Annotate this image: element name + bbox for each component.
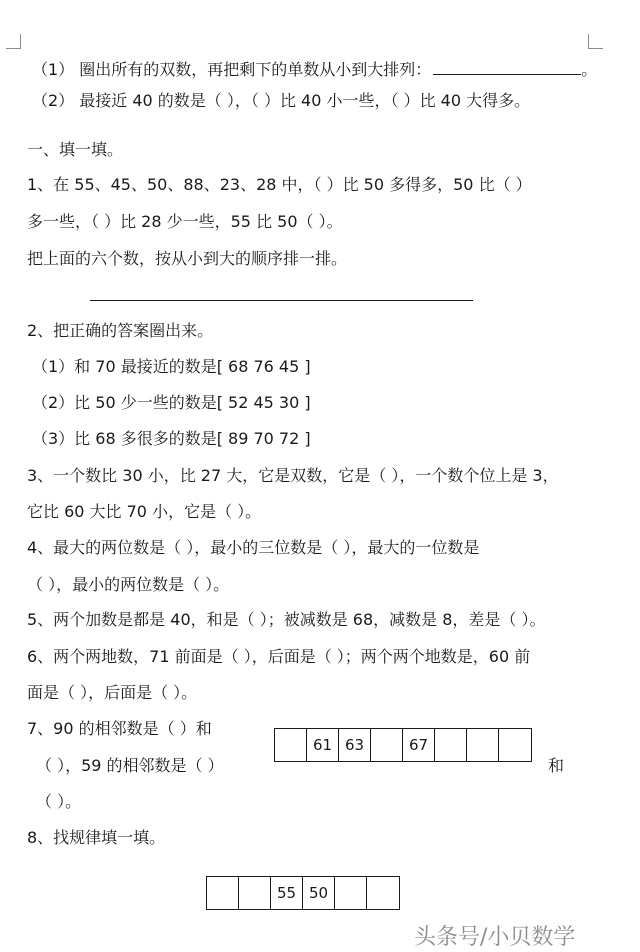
problem-4-line-1: 4、最大的两位数是（ ），最小的三位数是（ ），最大的一位数是 <box>27 538 480 557</box>
problem-6-line-2: 面是（ ），后面是（ ）。 <box>27 683 198 702</box>
grid-cell[interactable] <box>371 729 403 761</box>
grid-cell[interactable] <box>467 729 499 761</box>
problem-7-line-3: （ ）。 <box>36 792 82 811</box>
grid-cell[interactable]: 63 <box>339 729 371 761</box>
problem-1-line-3: 把上面的六个数，按从小到大的顺序排一排。 <box>27 249 348 268</box>
problem-3-line-1: 3、一个数比 30 小，比 27 大，它是双数，它是（ ），一个数个位上是 3， <box>27 466 559 485</box>
section-heading: 一、填一填。 <box>27 140 124 159</box>
question-1-end: 。 <box>581 60 598 79</box>
question-2-line: （2） 最接近 40 的数是（ ），（ ）比 40 小一些，（ ）比 40 大得多。 <box>32 91 531 110</box>
grid-cell[interactable]: 50 <box>303 877 335 909</box>
page-corner-mark-right <box>588 34 603 49</box>
grid-cell[interactable]: 61 <box>307 729 339 761</box>
problem-7-line-1: 7、90 的相邻数是（ ）和 <box>27 719 212 738</box>
grid-cell[interactable] <box>275 729 307 761</box>
problem-6-line-1: 6、两个两地数，71 前面是（ ），后面是（ ）；两个两个地数是，60 前 <box>27 647 531 666</box>
answer-blank[interactable] <box>433 58 581 75</box>
answer-line[interactable] <box>90 300 473 301</box>
problem-1-line-2: 多一些，（ ）比 28 少一些，55 比 50（ ）。 <box>27 212 343 231</box>
number-sequence-grid <box>274 728 532 762</box>
problem-4-line-2: （ ），最小的两位数是（ ）。 <box>27 575 230 594</box>
watermark: 头条号/小贝数学 <box>414 925 576 950</box>
problem-3-line-2: 它比 60 大比 70 小，它是（ ）。 <box>27 502 262 521</box>
question-1-text: （1） 圈出所有的双数，再把剩下的单数从小到大排列： <box>32 60 432 79</box>
grid-cell[interactable] <box>435 729 467 761</box>
question-1-line <box>32 58 597 80</box>
problem-5-line: 5、两个加数是都是 40，和是（ ）；被减数是 68，减数是 8，差是（ ）。 <box>27 610 546 629</box>
problem-2-item-3: （3）比 68 多很多的数是[ 89 70 72 ] <box>32 429 311 448</box>
pattern-grid <box>206 876 400 910</box>
grid-cell[interactable]: 55 <box>271 877 303 909</box>
problem-1-line-1: 1、在 55、45、50、88、23、28 中，（ ）比 50 多得多，50 比（ ） <box>27 175 532 194</box>
problem-7-line-2: （ ），59 的相邻数是（ ） <box>36 756 224 775</box>
grid-cell[interactable] <box>207 877 239 909</box>
problem-2-item-2: （2）比 50 少一些的数是[ 52 45 30 ] <box>32 393 311 412</box>
problem-2-item-1: （1）和 70 最接近的数是[ 68 76 45 ] <box>32 357 311 376</box>
grid-cell[interactable] <box>367 877 399 909</box>
grid-cell[interactable]: 67 <box>403 729 435 761</box>
page-corner-mark-left <box>6 34 21 49</box>
problem-7-conjunction: 和 <box>548 756 565 775</box>
grid-cell[interactable] <box>335 877 367 909</box>
problem-2-heading: 2、把正确的答案圈出来。 <box>27 321 214 340</box>
problem-8-heading: 8、找规律填一填。 <box>27 828 166 847</box>
grid-cell[interactable] <box>239 877 271 909</box>
grid-cell[interactable] <box>499 729 531 761</box>
